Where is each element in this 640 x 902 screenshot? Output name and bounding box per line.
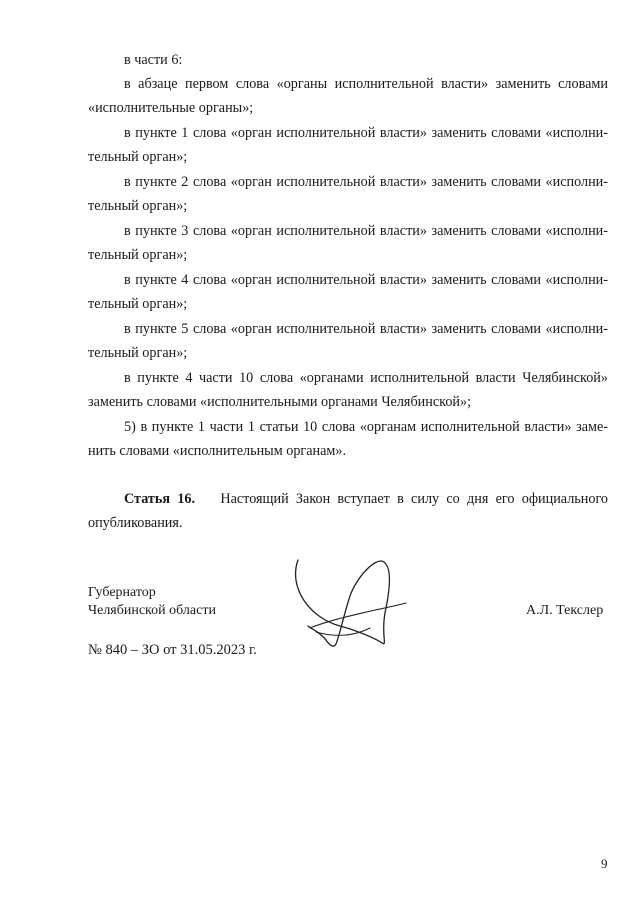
handwritten-signature bbox=[280, 548, 410, 658]
article-label: Статья 16. bbox=[124, 491, 196, 507]
paragraph-point-3: в пункте 3 слова «орган исполнительной власти» заменить словами «исполни-тельный орган»; bbox=[88, 223, 608, 264]
signatory-position-line2: Челябинской области bbox=[88, 603, 216, 618]
paragraph-point-1: в пункте 1 слова «орган исполнительной власти» заменить словами «исполни-тельный орган»; bbox=[88, 125, 608, 166]
paragraph-point-5: в пункте 5 слова «орган исполнительной власти» заменить словами «исполни-тельный орган»; bbox=[88, 321, 608, 362]
law-number: № 840 – ЗО от 31.05.2023 г. bbox=[88, 642, 257, 658]
article-16 bbox=[88, 487, 608, 535]
signatory-position bbox=[88, 584, 216, 620]
paragraph-abzac-first: в абзаце первом слова «органы исполнительной власти» заменить словами «исполнительные органы»; bbox=[88, 76, 608, 117]
paragraph-part-6: в части 6: bbox=[124, 52, 183, 68]
page-number: 9 bbox=[601, 856, 608, 871]
signatory-name: А.Л. Текслер bbox=[526, 603, 604, 618]
paragraph-article-10-point-1: 5) в пункте 1 части 1 статьи 10 слова «органам исполнительной власти» заме-нить словами «исполнительным органам». bbox=[88, 419, 608, 460]
paragraph-point-2: в пункте 2 слова «орган исполнительной власти» заменить словами «исполни-тельный орган»; bbox=[88, 174, 608, 215]
article-text: Настоящий Закон вступает в силу со дня его официального опубликования. bbox=[88, 491, 609, 532]
paragraph-part-10-point-4: в пункте 4 части 10 слова «органами исполнительной власти Челябинской» заменить словами «исполнительными органами Челябинской»; bbox=[88, 370, 608, 411]
signatory-position-line1: Губернатор bbox=[88, 585, 156, 600]
paragraph-point-4: в пункте 4 слова «орган исполнительной власти» заменить словами «исполни-тельный орган»; bbox=[88, 272, 608, 313]
